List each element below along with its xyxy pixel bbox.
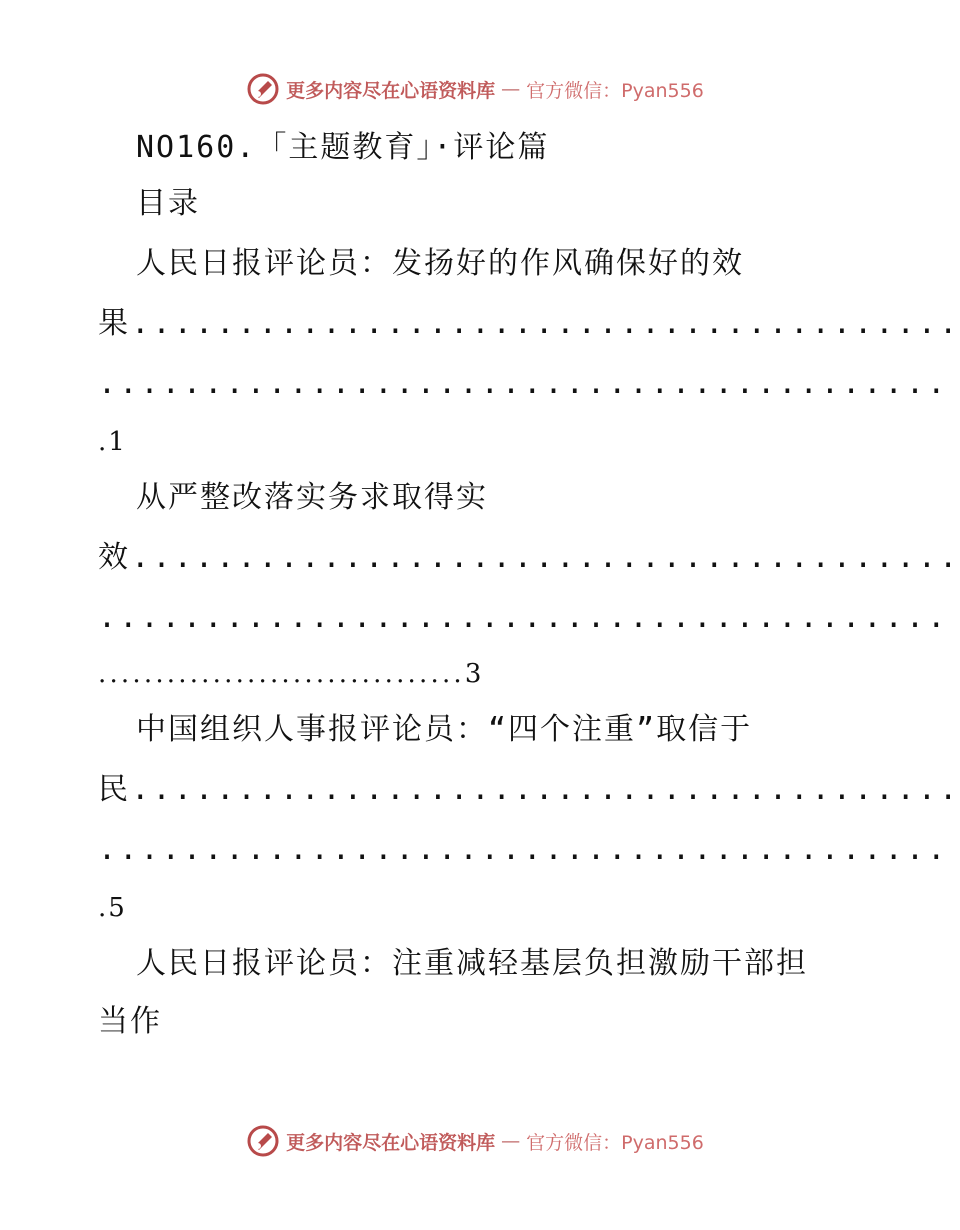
toc-entry-2-leader-cont: ........................................ [98, 600, 949, 635]
toc-entry-1-leader-cont: ........................................ [98, 366, 949, 401]
footer-watermark [0, 1124, 950, 1158]
toc-entry-3-leader: 民....................................... [98, 772, 960, 807]
toc-entry-2-page: ................................3 [98, 659, 485, 689]
toc-entry-3-page: .5 [98, 893, 127, 923]
toc-entry-2-leader: 效....................................... [98, 540, 960, 575]
toc-entry-2-title[interactable]: 从严整改落实务求取得实 [136, 480, 488, 515]
watermark-wechat: 官方微信：Pyan556 [526, 1131, 704, 1154]
toc-entry-1-title[interactable]: 人民日报评论员：发扬好的作风确保好的效 [136, 246, 744, 281]
toc-entry-3-title[interactable]: 中国组织人事报评论员：“四个注重”取信于 [136, 712, 753, 747]
document-title: NO160.「主题教育」·评论篇 [136, 130, 550, 165]
logo-icon [246, 1124, 280, 1158]
toc-heading: 目录 [136, 186, 200, 221]
watermark-dash: — [501, 78, 521, 100]
toc-entry-4-title[interactable]: 人民日报评论员：注重减轻基层负担激励干部担 [136, 946, 808, 981]
watermark-brand: 更多内容尽在心语资料库 [286, 1131, 496, 1154]
watermark-brand: 更多内容尽在心语资料库 [286, 79, 496, 102]
toc-entry-4-title-cont: 当作 [98, 1004, 162, 1039]
toc-entry-1-leader: 果....................................... [98, 306, 960, 341]
toc-entry-1-page: .1 [98, 427, 127, 457]
toc-entry-3-leader-cont: ........................................ [98, 832, 949, 867]
watermark-dash: — [501, 1130, 521, 1152]
watermark-wechat: 官方微信：Pyan556 [526, 79, 704, 102]
